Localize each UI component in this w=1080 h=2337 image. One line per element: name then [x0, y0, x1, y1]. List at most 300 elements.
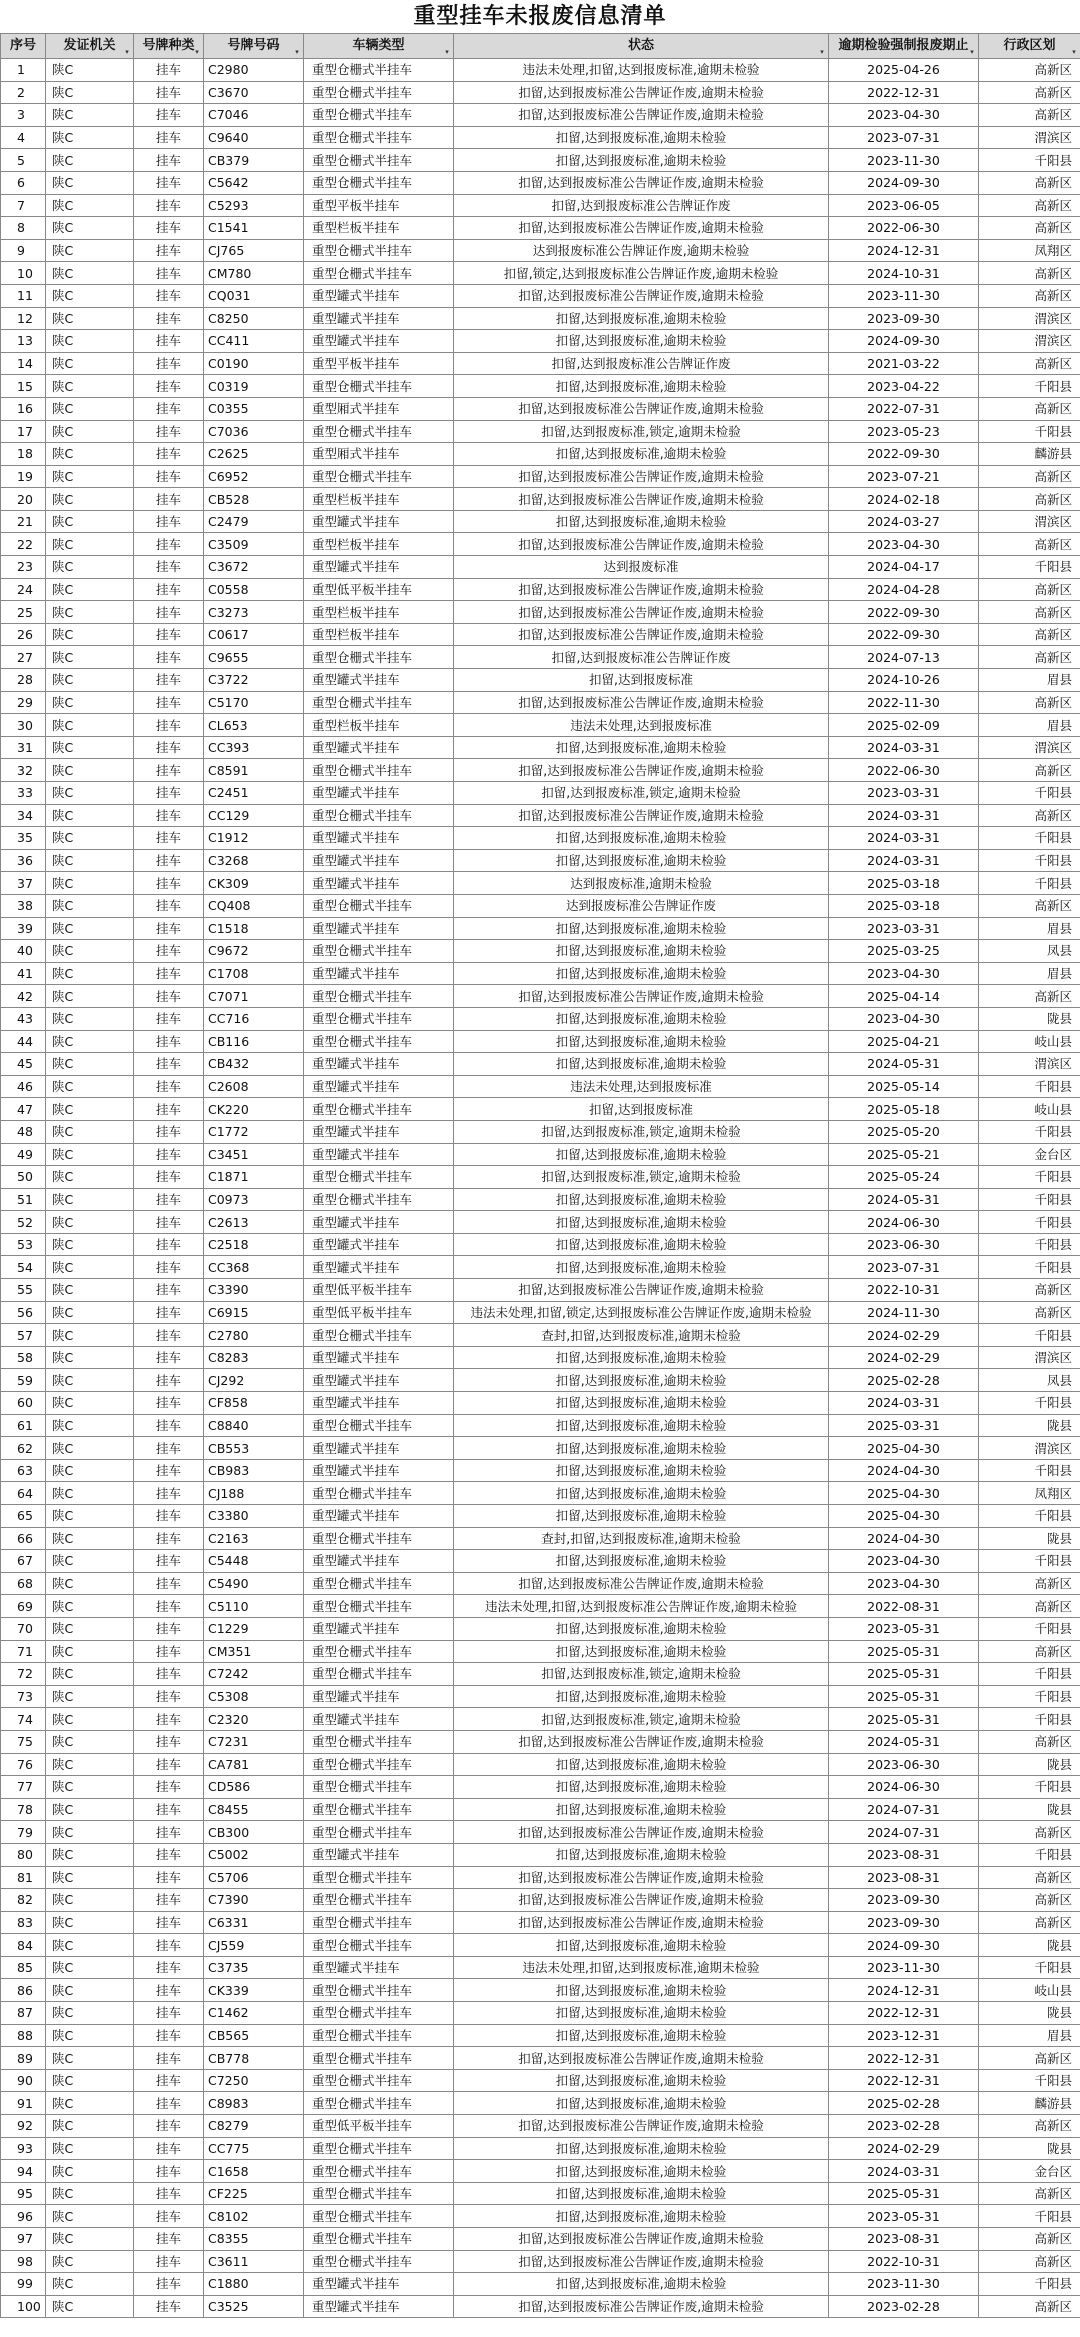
- table-row: [1, 1075, 1080, 1098]
- cell-district: 千阳县: [979, 872, 1080, 895]
- cell-seq: 59: [1, 1369, 46, 1392]
- col-header-agency[interactable]: [46, 34, 134, 59]
- cell-seq: 64: [1, 1482, 46, 1505]
- cell-deadline: 2024-04-30: [829, 1527, 979, 1550]
- cell-status: 扣留,达到报废标准,逾期未检验: [454, 1934, 829, 1957]
- cell-plate-number: CJ765: [204, 239, 304, 262]
- cell-plate-type: 挂车: [134, 1211, 204, 1234]
- table-row: [1, 1437, 1080, 1460]
- cell-agency: 陕C: [46, 2295, 134, 2318]
- cell-status: 扣留,达到报废标准公告牌证作废: [454, 352, 829, 375]
- cell-agency: 陕C: [46, 1143, 134, 1166]
- cell-plate-number: C3735: [204, 1956, 304, 1979]
- cell-plate-number: C7231: [204, 1730, 304, 1753]
- cell-deadline: 2024-12-31: [829, 1979, 979, 2002]
- cell-district: 高新区: [979, 1911, 1080, 1934]
- cell-district: 陇县: [979, 2002, 1080, 2025]
- cell-vehicle-type: 重型栏板半挂车: [304, 217, 454, 240]
- cell-district: 千阳县: [979, 782, 1080, 805]
- cell-vehicle-type: 重型厢式半挂车: [304, 397, 454, 420]
- col-header-district[interactable]: [979, 34, 1080, 59]
- header-label: 状态: [627, 38, 654, 53]
- col-header-plate-number[interactable]: [204, 34, 304, 59]
- cell-seq: 76: [1, 1753, 46, 1776]
- cell-seq: 49: [1, 1143, 46, 1166]
- col-header-plate-type[interactable]: [134, 34, 204, 59]
- cell-status: 扣留,达到报废标准,逾期未检验: [454, 1482, 829, 1505]
- cell-vehicle-type: 重型罐式半挂车: [304, 1617, 454, 1640]
- cell-deadline: 2024-07-31: [829, 1821, 979, 1844]
- cell-seq: 68: [1, 1572, 46, 1595]
- table-row: [1, 1979, 1080, 2002]
- cell-deadline: 2023-12-31: [829, 2024, 979, 2047]
- cell-deadline: 2024-06-30: [829, 1776, 979, 1799]
- cell-status: 扣留,锁定,达到报废标准公告牌证作废,逾期未检验: [454, 262, 829, 285]
- cell-status: 扣留,达到报废标准,逾期未检验: [454, 1392, 829, 1415]
- filter-dropdown-icon[interactable]: ▾: [195, 48, 199, 56]
- cell-vehicle-type: 重型罐式半挂车: [304, 962, 454, 985]
- cell-plate-number: C5002: [204, 1843, 304, 1866]
- table-row: [1, 1821, 1080, 1844]
- cell-status: 扣留,达到报废标准公告牌证作废,逾期未检验: [454, 1911, 829, 1934]
- cell-vehicle-type: 重型仓栅式半挂车: [304, 1889, 454, 1912]
- cell-plate-number: C0558: [204, 578, 304, 601]
- cell-plate-number: C2780: [204, 1324, 304, 1347]
- cell-district: 千阳县: [979, 1550, 1080, 1573]
- vehicle-table: [0, 33, 1080, 2318]
- cell-vehicle-type: 重型罐式半挂车: [304, 284, 454, 307]
- cell-plate-number: C0355: [204, 397, 304, 420]
- cell-plate-number: C3672: [204, 556, 304, 579]
- cell-plate-type: 挂车: [134, 1098, 204, 1121]
- cell-plate-type: 挂车: [134, 1527, 204, 1550]
- cell-district: 陇县: [979, 1414, 1080, 1437]
- cell-deadline: 2023-08-31: [829, 2228, 979, 2251]
- cell-district: 高新区: [979, 1640, 1080, 1663]
- cell-district: 千阳县: [979, 827, 1080, 850]
- cell-plate-number: C0190: [204, 352, 304, 375]
- cell-plate-type: 挂车: [134, 1776, 204, 1799]
- cell-deadline: 2022-09-30: [829, 623, 979, 646]
- header-label: 序号: [9, 38, 36, 53]
- cell-status: 扣留,达到报废标准,逾期未检验: [454, 1798, 829, 1821]
- cell-plate-number: C6952: [204, 465, 304, 488]
- cell-agency: 陕C: [46, 352, 134, 375]
- cell-deadline: 2022-12-31: [829, 2069, 979, 2092]
- table-row: [1, 1505, 1080, 1528]
- cell-plate-number: C3268: [204, 849, 304, 872]
- cell-plate-number: C5490: [204, 1572, 304, 1595]
- cell-agency: 陕C: [46, 985, 134, 1008]
- cell-status: 扣留,达到报废标准,逾期未检验: [454, 1233, 829, 1256]
- cell-plate-type: 挂车: [134, 1505, 204, 1528]
- cell-plate-type: 挂车: [134, 284, 204, 307]
- cell-agency: 陕C: [46, 940, 134, 963]
- cell-status: 扣留,达到报废标准,逾期未检验: [454, 2024, 829, 2047]
- table-row: [1, 59, 1080, 82]
- cell-plate-number: C2613: [204, 1211, 304, 1234]
- cell-deadline: 2025-02-09: [829, 714, 979, 737]
- cell-agency: 陕C: [46, 714, 134, 737]
- cell-agency: 陕C: [46, 1956, 134, 1979]
- cell-status: 扣留,达到报废标准,逾期未检验: [454, 1550, 829, 1573]
- cell-district: 麟游县: [979, 443, 1080, 466]
- cell-plate-number: C7242: [204, 1663, 304, 1686]
- cell-plate-type: 挂车: [134, 1075, 204, 1098]
- cell-plate-number: CJ292: [204, 1369, 304, 1392]
- page-title: 重型挂车未报废信息清单: [413, 4, 667, 29]
- cell-seq: 46: [1, 1075, 46, 1098]
- cell-plate-type: 挂车: [134, 2295, 204, 2318]
- cell-vehicle-type: 重型罐式半挂车: [304, 872, 454, 895]
- cell-agency: 陕C: [46, 804, 134, 827]
- cell-agency: 陕C: [46, 1934, 134, 1957]
- cell-deadline: 2025-05-31: [829, 1708, 979, 1731]
- cell-plate-type: 挂车: [134, 1459, 204, 1482]
- cell-agency: 陕C: [46, 1572, 134, 1595]
- cell-agency: 陕C: [46, 59, 134, 82]
- cell-district: 千阳县: [979, 375, 1080, 398]
- cell-seq: 79: [1, 1821, 46, 1844]
- table-row: [1, 2182, 1080, 2205]
- cell-status: 扣留,达到报废标准,逾期未检验: [454, 1617, 829, 1640]
- table-row: [1, 2024, 1080, 2047]
- cell-status: 扣留,达到报废标准,逾期未检验: [454, 1979, 829, 2002]
- cell-district: 千阳县: [979, 849, 1080, 872]
- cell-agency: 陕C: [46, 556, 134, 579]
- cell-status: 扣留,达到报废标准公告牌证作废,逾期未检验: [454, 2295, 829, 2318]
- cell-deadline: 2023-04-30: [829, 104, 979, 127]
- cell-status: 扣留,达到报废标准,逾期未检验: [454, 510, 829, 533]
- cell-agency: 陕C: [46, 849, 134, 872]
- cell-deadline: 2024-02-18: [829, 488, 979, 511]
- cell-status: 扣留,达到报废标准,逾期未检验: [454, 1414, 829, 1437]
- cell-seq: 60: [1, 1392, 46, 1415]
- cell-plate-number: CK339: [204, 1979, 304, 2002]
- cell-plate-type: 挂车: [134, 1143, 204, 1166]
- cell-agency: 陕C: [46, 443, 134, 466]
- cell-district: 千阳县: [979, 2069, 1080, 2092]
- cell-seq: 99: [1, 2273, 46, 2296]
- table-row: [1, 1346, 1080, 1369]
- cell-deadline: 2023-07-21: [829, 465, 979, 488]
- cell-vehicle-type: 重型罐式半挂车: [304, 1685, 454, 1708]
- cell-status: 扣留,达到报废标准,锁定,逾期未检验: [454, 420, 829, 443]
- cell-deadline: 2024-11-30: [829, 1301, 979, 1324]
- cell-plate-number: C5706: [204, 1866, 304, 1889]
- cell-plate-type: 挂车: [134, 262, 204, 285]
- cell-status: 扣留,达到报废标准,逾期未检验: [454, 1843, 829, 1866]
- cell-agency: 陕C: [46, 646, 134, 669]
- cell-status: 扣留,达到报废标准,逾期未检验: [454, 443, 829, 466]
- col-header-status[interactable]: [454, 34, 829, 59]
- cell-plate-type: 挂车: [134, 556, 204, 579]
- cell-agency: 陕C: [46, 510, 134, 533]
- filter-dropdown-icon[interactable]: ▾: [125, 48, 129, 56]
- cell-vehicle-type: 重型栏板半挂车: [304, 601, 454, 624]
- cell-plate-type: 挂车: [134, 2047, 204, 2070]
- cell-agency: 陕C: [46, 2250, 134, 2273]
- cell-vehicle-type: 重型厢式半挂车: [304, 443, 454, 466]
- cell-seq: 32: [1, 759, 46, 782]
- cell-seq: 15: [1, 375, 46, 398]
- cell-status: 扣留,达到报废标准,逾期未检验: [454, 149, 829, 172]
- cell-vehicle-type: 重型罐式半挂车: [304, 1369, 454, 1392]
- cell-vehicle-type: 重型罐式半挂车: [304, 1505, 454, 1528]
- cell-seq: 56: [1, 1301, 46, 1324]
- cell-status: 扣留,达到报废标准,逾期未检验: [454, 1753, 829, 1776]
- cell-deadline: 2023-07-31: [829, 126, 979, 149]
- cell-plate-type: 挂车: [134, 1007, 204, 1030]
- cell-agency: 陕C: [46, 1459, 134, 1482]
- cell-plate-type: 挂车: [134, 1595, 204, 1618]
- filter-dropdown-icon[interactable]: ▾: [295, 48, 299, 56]
- cell-status: 扣留,达到报废标准,逾期未检验: [454, 917, 829, 940]
- cell-district: 高新区: [979, 1821, 1080, 1844]
- cell-seq: 74: [1, 1708, 46, 1731]
- cell-plate-number: C7036: [204, 420, 304, 443]
- cell-seq: 20: [1, 488, 46, 511]
- cell-plate-type: 挂车: [134, 533, 204, 556]
- cell-seq: 61: [1, 1414, 46, 1437]
- cell-deadline: 2025-05-24: [829, 1166, 979, 1189]
- cell-district: 高新区: [979, 397, 1080, 420]
- cell-agency: 陕C: [46, 126, 134, 149]
- cell-district: 高新区: [979, 759, 1080, 782]
- cell-status: 扣留,达到报废标准公告牌证作废,逾期未检验: [454, 759, 829, 782]
- cell-agency: 陕C: [46, 1256, 134, 1279]
- cell-status: 扣留,达到报废标准,逾期未检验: [454, 2273, 829, 2296]
- cell-seq: 1: [1, 59, 46, 82]
- cell-district: 高新区: [979, 2295, 1080, 2318]
- table-row: [1, 1007, 1080, 1030]
- cell-agency: 陕C: [46, 2182, 134, 2205]
- table-row: [1, 1889, 1080, 1912]
- cell-district: 眉县: [979, 2024, 1080, 2047]
- cell-status: 扣留,达到报废标准,锁定,逾期未检验: [454, 1166, 829, 1189]
- cell-deadline: 2023-11-30: [829, 284, 979, 307]
- table-row: [1, 397, 1080, 420]
- cell-seq: 93: [1, 2137, 46, 2160]
- cell-agency: 陕C: [46, 1663, 134, 1686]
- cell-district: 高新区: [979, 217, 1080, 240]
- cell-plate-number: C5293: [204, 194, 304, 217]
- filter-dropdown-icon[interactable]: ▾: [1072, 48, 1076, 56]
- cell-plate-number: CC368: [204, 1256, 304, 1279]
- cell-deadline: 2025-05-31: [829, 1663, 979, 1686]
- cell-agency: 陕C: [46, 1098, 134, 1121]
- cell-seq: 58: [1, 1346, 46, 1369]
- cell-vehicle-type: 重型罐式半挂车: [304, 1956, 454, 1979]
- cell-plate-type: 挂车: [134, 59, 204, 82]
- cell-district: 岐山县: [979, 1030, 1080, 1053]
- cell-vehicle-type: 重型仓栅式半挂车: [304, 1798, 454, 1821]
- cell-vehicle-type: 重型仓栅式半挂车: [304, 1188, 454, 1211]
- table-row: [1, 239, 1080, 262]
- table-row: [1, 736, 1080, 759]
- cell-seq: 5: [1, 149, 46, 172]
- cell-vehicle-type: 重型仓栅式半挂车: [304, 1166, 454, 1189]
- cell-district: 陇县: [979, 1934, 1080, 1957]
- table-row: [1, 2137, 1080, 2160]
- cell-plate-type: 挂车: [134, 1233, 204, 1256]
- filter-dropdown-icon[interactable]: ▾: [970, 48, 974, 56]
- cell-district: 高新区: [979, 1730, 1080, 1753]
- table-row: [1, 2273, 1080, 2296]
- cell-plate-number: CA781: [204, 1753, 304, 1776]
- cell-seq: 29: [1, 691, 46, 714]
- cell-vehicle-type: 重型罐式半挂车: [304, 1708, 454, 1731]
- cell-vehicle-type: 重型罐式半挂车: [304, 1437, 454, 1460]
- cell-deadline: 2024-10-26: [829, 669, 979, 692]
- cell-vehicle-type: 重型仓栅式半挂车: [304, 1640, 454, 1663]
- table-row: [1, 2069, 1080, 2092]
- cell-deadline: 2023-04-30: [829, 962, 979, 985]
- cell-vehicle-type: 重型平板半挂车: [304, 194, 454, 217]
- cell-plate-type: 挂车: [134, 691, 204, 714]
- cell-seq: 17: [1, 420, 46, 443]
- cell-seq: 40: [1, 940, 46, 963]
- cell-vehicle-type: 重型仓栅式半挂车: [304, 1821, 454, 1844]
- cell-seq: 6: [1, 171, 46, 194]
- cell-deadline: 2024-06-30: [829, 1211, 979, 1234]
- cell-deadline: 2023-09-30: [829, 307, 979, 330]
- cell-seq: 16: [1, 397, 46, 420]
- cell-status: 扣留,达到报废标准,逾期未检验: [454, 1256, 829, 1279]
- table-row: [1, 81, 1080, 104]
- cell-seq: 23: [1, 556, 46, 579]
- cell-agency: 陕C: [46, 1617, 134, 1640]
- cell-plate-number: C5170: [204, 691, 304, 714]
- col-header-deadline[interactable]: [829, 34, 979, 59]
- cell-plate-number: CB983: [204, 1459, 304, 1482]
- cell-vehicle-type: 重型仓栅式半挂车: [304, 2160, 454, 2183]
- cell-district: 陇县: [979, 1007, 1080, 1030]
- cell-plate-number: C8591: [204, 759, 304, 782]
- filter-dropdown-icon[interactable]: ▾: [820, 48, 824, 56]
- cell-agency: 陕C: [46, 375, 134, 398]
- cell-agency: 陕C: [46, 2115, 134, 2138]
- cell-status: 达到报废标准: [454, 556, 829, 579]
- cell-deadline: 2024-03-31: [829, 804, 979, 827]
- cell-status: 扣留,达到报废标准公告牌证作废,逾期未检验: [454, 623, 829, 646]
- table-row: [1, 2160, 1080, 2183]
- cell-status: 扣留,达到报废标准,逾期未检验: [454, 1188, 829, 1211]
- table-row: [1, 1414, 1080, 1437]
- cell-plate-type: 挂车: [134, 126, 204, 149]
- cell-deadline: 2023-02-28: [829, 2115, 979, 2138]
- cell-status: 扣留,达到报废标准公告牌证作废,逾期未检验: [454, 397, 829, 420]
- cell-deadline: 2024-02-29: [829, 1324, 979, 1347]
- cell-plate-number: C8279: [204, 2115, 304, 2138]
- table-row: [1, 420, 1080, 443]
- cell-vehicle-type: 重型仓栅式半挂车: [304, 59, 454, 82]
- cell-district: 眉县: [979, 714, 1080, 737]
- table-row: [1, 1301, 1080, 1324]
- cell-vehicle-type: 重型栏板半挂车: [304, 623, 454, 646]
- cell-vehicle-type: 重型罐式半挂车: [304, 1233, 454, 1256]
- cell-agency: 陕C: [46, 1279, 134, 1302]
- cell-seq: 57: [1, 1324, 46, 1347]
- table-row: [1, 1256, 1080, 1279]
- cell-district: 高新区: [979, 2047, 1080, 2070]
- cell-deadline: 2022-10-31: [829, 2250, 979, 2273]
- cell-vehicle-type: 重型平板半挂车: [304, 352, 454, 375]
- cell-seq: 62: [1, 1437, 46, 1460]
- cell-plate-type: 挂车: [134, 623, 204, 646]
- cell-status: 违法未处理,达到报废标准: [454, 1075, 829, 1098]
- table-row: [1, 510, 1080, 533]
- cell-deadline: 2025-05-14: [829, 1075, 979, 1098]
- cell-plate-type: 挂车: [134, 646, 204, 669]
- cell-status: 扣留,达到报废标准,逾期未检验: [454, 2092, 829, 2115]
- table-row: [1, 2295, 1080, 2318]
- cell-status: 扣留,达到报废标准,逾期未检验: [454, 1211, 829, 1234]
- cell-agency: 陕C: [46, 1233, 134, 1256]
- cell-plate-type: 挂车: [134, 1889, 204, 1912]
- cell-seq: 34: [1, 804, 46, 827]
- cell-plate-number: CB778: [204, 2047, 304, 2070]
- cell-plate-type: 挂车: [134, 2092, 204, 2115]
- cell-plate-type: 挂车: [134, 510, 204, 533]
- cell-district: 金台区: [979, 2160, 1080, 2183]
- cell-vehicle-type: 重型仓栅式半挂车: [304, 2002, 454, 2025]
- cell-agency: 陕C: [46, 1550, 134, 1573]
- cell-seq: 13: [1, 330, 46, 353]
- cell-status: 扣留,达到报废标准公告牌证作废,逾期未检验: [454, 1866, 829, 1889]
- table-row: [1, 1595, 1080, 1618]
- col-header-vehicle-type[interactable]: [304, 34, 454, 59]
- cell-seq: 31: [1, 736, 46, 759]
- cell-agency: 陕C: [46, 2137, 134, 2160]
- cell-district: 凤县: [979, 940, 1080, 963]
- table-row: [1, 872, 1080, 895]
- cell-agency: 陕C: [46, 1392, 134, 1415]
- cell-seq: 4: [1, 126, 46, 149]
- cell-district: 高新区: [979, 488, 1080, 511]
- col-header-seq[interactable]: [1, 34, 46, 59]
- table-row: [1, 1120, 1080, 1143]
- cell-vehicle-type: 重型仓栅式半挂车: [304, 985, 454, 1008]
- cell-seq: 53: [1, 1233, 46, 1256]
- filter-dropdown-icon[interactable]: ▾: [445, 48, 449, 56]
- table-row: [1, 352, 1080, 375]
- cell-deadline: 2023-08-31: [829, 1866, 979, 1889]
- cell-plate-number: C7071: [204, 985, 304, 1008]
- cell-plate-number: C2980: [204, 59, 304, 82]
- cell-vehicle-type: 重型罐式半挂车: [304, 1459, 454, 1482]
- cell-deadline: 2023-06-05: [829, 194, 979, 217]
- cell-deadline: 2024-03-27: [829, 510, 979, 533]
- cell-agency: 陕C: [46, 171, 134, 194]
- table-row: [1, 578, 1080, 601]
- cell-status: 违法未处理,扣留,达到报废标准,逾期未检验: [454, 1956, 829, 1979]
- cell-vehicle-type: 重型栏板半挂车: [304, 533, 454, 556]
- cell-district: 千阳县: [979, 1617, 1080, 1640]
- cell-district: 高新区: [979, 578, 1080, 601]
- cell-deadline: 2024-03-31: [829, 827, 979, 850]
- cell-plate-type: 挂车: [134, 2024, 204, 2047]
- cell-plate-type: 挂车: [134, 578, 204, 601]
- cell-vehicle-type: 重型仓栅式半挂车: [304, 2092, 454, 2115]
- cell-district: 渭滨区: [979, 1053, 1080, 1076]
- cell-agency: 陕C: [46, 2024, 134, 2047]
- cell-deadline: 2024-04-17: [829, 556, 979, 579]
- cell-deadline: 2022-11-30: [829, 691, 979, 714]
- cell-agency: 陕C: [46, 2205, 134, 2228]
- header-label: 逾期检验强制报废期止: [838, 38, 969, 53]
- cell-vehicle-type: 重型仓栅式半挂车: [304, 2228, 454, 2251]
